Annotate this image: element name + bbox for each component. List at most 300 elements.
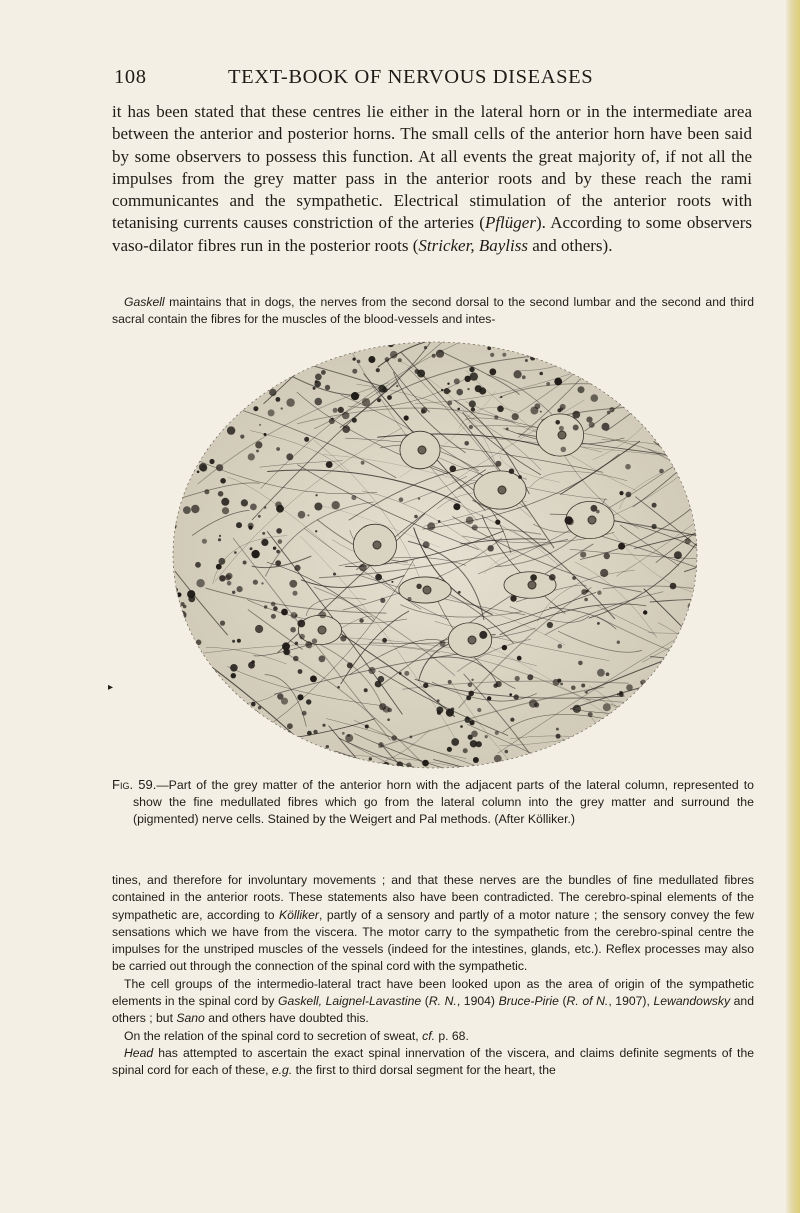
fiber-cross-section xyxy=(436,706,443,713)
fiber-cross-section xyxy=(227,581,232,586)
fiber-cross-section xyxy=(237,639,241,643)
fiber-cross-section xyxy=(432,354,436,358)
fiber-cross-section xyxy=(310,765,314,769)
fiber-cross-section xyxy=(204,373,206,375)
cell-nucleus xyxy=(588,516,596,524)
fiber-cross-section xyxy=(451,738,459,746)
fiber-cross-section xyxy=(416,584,421,589)
fiber-cross-section xyxy=(249,381,256,388)
fiber-cross-section xyxy=(313,387,316,390)
fiber-cross-section xyxy=(353,358,356,361)
fiber-cross-section xyxy=(643,373,651,381)
fiber-cross-section xyxy=(276,528,282,534)
fiber-cross-section xyxy=(535,403,541,409)
fiber-cross-section xyxy=(607,411,611,415)
fiber-cross-section xyxy=(359,564,367,572)
fiber-cross-section xyxy=(253,406,258,411)
fiber-cross-section xyxy=(214,728,220,734)
fiber-cross-section xyxy=(189,741,192,744)
fiber-cross-section xyxy=(322,724,325,727)
fiber-cross-section xyxy=(623,709,631,717)
fiber-cross-section xyxy=(534,702,539,707)
nerve-fiber xyxy=(688,715,700,770)
fiber-cross-section xyxy=(438,520,441,523)
fiber-cross-section xyxy=(464,441,469,446)
fiber-cross-section xyxy=(584,598,588,602)
fiber-cross-section xyxy=(271,602,276,607)
fiber-cross-section xyxy=(174,371,180,377)
fiber-cross-section xyxy=(414,515,418,519)
fiber-cross-section xyxy=(661,382,664,385)
fiber-cross-section xyxy=(248,523,254,529)
fiber-cross-section xyxy=(252,710,259,717)
fiber-cross-section xyxy=(205,374,213,382)
fiber-cross-section xyxy=(490,353,494,357)
fiber-cross-section xyxy=(675,685,683,693)
fiber-cross-section xyxy=(378,385,386,393)
fiber-cross-section xyxy=(326,745,329,748)
fiber-cross-section xyxy=(441,389,443,391)
fiber-cross-section xyxy=(191,505,199,513)
fiber-cross-section xyxy=(505,750,509,754)
fiber-cross-section xyxy=(215,693,222,700)
fiber-cross-section xyxy=(525,359,528,362)
fiber-cross-section xyxy=(690,643,698,651)
fiber-cross-section xyxy=(573,425,579,431)
fiber-cross-section xyxy=(383,706,390,713)
fiber-cross-section xyxy=(600,569,608,577)
fiber-cross-section xyxy=(241,499,248,506)
fiber-cross-section xyxy=(387,718,390,721)
fiber-cross-section xyxy=(422,760,429,767)
fiber-cross-section xyxy=(183,506,191,514)
fiber-cross-section xyxy=(241,747,248,754)
fiber-cross-section xyxy=(312,638,317,643)
fiber-cross-section xyxy=(423,541,430,548)
fiber-cross-section xyxy=(368,356,375,363)
fiber-cross-section xyxy=(643,610,647,614)
fiber-cross-section xyxy=(555,420,560,425)
fiber-cross-section xyxy=(597,669,605,677)
fiber-cross-section xyxy=(326,344,330,348)
fiber-cross-section xyxy=(391,581,393,583)
fiber-cross-section xyxy=(617,641,620,644)
fiber-cross-section xyxy=(688,404,692,408)
fiber-cross-section xyxy=(254,355,256,357)
fiber-cross-section xyxy=(572,576,576,580)
fiber-cross-section xyxy=(597,622,600,625)
fiber-cross-section xyxy=(467,388,469,390)
fiber-cross-section xyxy=(276,397,281,402)
fiber-cross-section xyxy=(485,735,488,738)
fiber-cross-section xyxy=(319,655,326,662)
fiber-cross-section xyxy=(515,676,520,681)
fiber-cross-section xyxy=(325,385,330,390)
fiber-cross-section xyxy=(234,551,237,554)
fiber-cross-section xyxy=(176,363,180,367)
fiber-cross-section xyxy=(589,422,595,428)
fiber-cross-section xyxy=(695,344,700,351)
fiber-cross-section xyxy=(396,385,398,387)
fiber-cross-section xyxy=(609,407,614,412)
fiber-cross-section xyxy=(326,461,333,468)
fiber-cross-section xyxy=(385,357,390,362)
fiber-cross-section xyxy=(454,378,460,384)
fiber-cross-section xyxy=(219,421,226,428)
fiber-cross-section xyxy=(469,367,474,372)
fiber-cross-section xyxy=(333,573,336,576)
fiber-cross-section xyxy=(502,353,506,357)
fiber-cross-section xyxy=(470,372,478,380)
fiber-cross-section xyxy=(352,418,357,423)
fiber-cross-section xyxy=(250,504,257,511)
fiber-cross-section xyxy=(171,680,175,684)
fiber-cross-section xyxy=(275,560,281,566)
nerve-fiber xyxy=(699,659,700,759)
fiber-cross-section xyxy=(688,704,694,710)
fiber-cross-section xyxy=(618,543,625,550)
nerve-fiber xyxy=(640,681,700,770)
nerve-fiber xyxy=(690,647,700,651)
fiber-cross-section xyxy=(351,495,356,500)
fiber-cross-section xyxy=(273,547,276,550)
fiber-cross-section xyxy=(306,356,311,361)
fiber-cross-section xyxy=(170,718,175,723)
fiber-cross-section xyxy=(286,453,293,460)
fiber-cross-section xyxy=(187,755,195,763)
fiber-cross-section xyxy=(261,582,263,584)
fiber-cross-section xyxy=(310,676,317,683)
main-paragraph: it has been stated that these centres lie either in the lateral horn or in the intermediate area between the anterior and posterior horns. The small cells of the anterior horn have been said by some observers to possess this function. At all events the great majority of, if not all the impulses from the grey matter pass in the anterior roots and by these reach the rami communicantes and the sympathetic. Electrical stimulation of the anterior roots with tetanising currents causes constriction of the arteries (Pflüger). According to some observers vaso-dilator fibres run in the posterior roots (Stricker, Bayliss and others). xyxy=(112,102,752,255)
fiber-cross-section xyxy=(571,686,576,691)
cell-nucleus xyxy=(318,626,326,634)
nerve-fiber xyxy=(556,340,700,359)
fiber-cross-section xyxy=(397,761,404,768)
fiber-cross-section xyxy=(251,369,257,375)
fiber-cross-section xyxy=(369,757,372,760)
fiber-cross-section xyxy=(404,671,409,676)
fiber-cross-section xyxy=(390,351,398,359)
fiber-cross-section xyxy=(500,340,505,343)
nerve-fiber xyxy=(646,340,700,380)
fiber-cross-section xyxy=(487,696,491,700)
fiber-cross-section xyxy=(248,453,255,460)
fiber-cross-section xyxy=(588,712,593,717)
fiber-cross-section xyxy=(603,703,611,711)
fiber-cross-section xyxy=(660,372,665,377)
fiber-cross-section xyxy=(495,731,499,735)
fiber-cross-section xyxy=(466,517,474,525)
fiber-cross-section xyxy=(216,464,223,471)
fiber-cross-section xyxy=(175,458,180,463)
fiber-cross-section xyxy=(627,745,629,747)
fiber-cross-section xyxy=(468,683,473,688)
continued-text xyxy=(112,872,754,1080)
fiber-cross-section xyxy=(216,564,222,570)
fiber-cross-section xyxy=(266,764,270,768)
fiber-cross-section xyxy=(457,408,460,411)
fiber-cross-section xyxy=(251,550,259,558)
fiber-cross-section xyxy=(517,656,522,661)
fiber-cross-section xyxy=(276,505,284,513)
fiber-cross-section xyxy=(546,382,550,386)
fiber-cross-section xyxy=(681,666,689,674)
fiber-cross-section xyxy=(674,551,682,559)
fiber-cross-section xyxy=(248,662,255,669)
fiber-cross-section xyxy=(220,621,225,626)
fiber-cross-section xyxy=(477,708,481,712)
fiber-cross-section xyxy=(255,441,262,448)
fiber-cross-section xyxy=(606,672,610,676)
fiber-cross-section xyxy=(380,598,385,603)
fiber-cross-section xyxy=(368,667,375,674)
fiber-cross-section xyxy=(479,631,487,639)
fiber-cross-section xyxy=(440,641,446,647)
fiber-cross-section xyxy=(664,706,672,714)
nerve-fiber xyxy=(241,340,301,369)
fiber-cross-section xyxy=(606,737,611,742)
fiber-cross-section xyxy=(476,741,482,747)
fiber-cross-section xyxy=(638,746,640,748)
fiber-cross-section xyxy=(315,398,323,406)
fiber-cross-section xyxy=(281,407,283,409)
fiber-cross-section xyxy=(502,645,507,650)
fiber-cross-section xyxy=(173,423,181,431)
fiber-cross-section xyxy=(492,341,496,345)
paragraph-sweat: On the relation of the spinal cord to secretion of sweat, cf. p. 68. xyxy=(124,1028,469,1043)
fiber-cross-section xyxy=(362,398,370,406)
fiber-cross-section xyxy=(219,575,225,581)
fiber-cross-section xyxy=(696,386,698,388)
fiber-cross-section xyxy=(226,573,233,580)
page-number: 108 xyxy=(114,66,147,88)
fiber-cross-section xyxy=(333,408,338,413)
fiber-cross-section xyxy=(659,469,664,474)
nerve-fiber xyxy=(602,378,700,391)
fiber-cross-section xyxy=(258,706,261,709)
fiber-cross-section xyxy=(287,723,293,729)
fiber-cross-section xyxy=(649,741,655,747)
fiber-cross-section xyxy=(225,398,228,401)
fiber-cross-section xyxy=(375,574,382,581)
fiber-cross-section xyxy=(447,401,452,406)
fiber-cross-section xyxy=(556,728,559,731)
fiber-cross-section xyxy=(195,562,201,568)
fiber-cross-section xyxy=(626,684,633,691)
fiber-cross-section xyxy=(202,539,207,544)
fiber-cross-section xyxy=(245,729,249,733)
fiber-cross-section xyxy=(488,545,494,551)
nerve-fiber xyxy=(598,340,700,385)
fiber-cross-section xyxy=(230,664,238,672)
fiber-cross-section xyxy=(273,606,278,611)
fiber-cross-section xyxy=(231,673,236,678)
fiber-cross-section xyxy=(188,684,196,692)
cell-nucleus xyxy=(528,581,536,589)
fiber-cross-section xyxy=(559,407,563,411)
fiber-cross-section xyxy=(653,392,656,395)
fiber-cross-section xyxy=(649,721,655,727)
fiber-cross-section xyxy=(218,491,224,497)
fiber-cross-section xyxy=(338,407,344,413)
fiber-cross-section xyxy=(469,425,473,429)
margin-bullet: ▸ xyxy=(108,682,114,693)
fiber-cross-section xyxy=(578,386,585,393)
nerve-fiber xyxy=(660,367,700,439)
fiber-cross-section xyxy=(375,681,382,688)
fiber-cross-section xyxy=(220,478,226,484)
cell-nucleus xyxy=(373,541,381,549)
fiber-cross-section xyxy=(365,725,369,729)
fiber-cross-section xyxy=(399,672,402,675)
fiber-cross-section xyxy=(540,411,542,413)
fiber-cross-section xyxy=(307,514,309,516)
fiber-cross-section xyxy=(236,522,242,528)
fiber-cross-section xyxy=(264,605,267,608)
fiber-cross-section xyxy=(293,656,299,662)
fiber-cross-section xyxy=(468,735,473,740)
fiber-cross-section xyxy=(514,370,522,378)
fiber-cross-section xyxy=(463,748,468,753)
fiber-cross-section xyxy=(586,692,588,694)
fiber-cross-section xyxy=(399,497,404,502)
fiber-cross-section xyxy=(556,734,561,739)
fiber-cross-section xyxy=(690,671,697,678)
fiber-cross-section xyxy=(471,407,475,411)
cell-nucleus xyxy=(498,486,506,494)
fiber-cross-section xyxy=(530,574,537,581)
fiber-cross-section xyxy=(202,383,207,388)
fiber-cross-section xyxy=(251,702,256,707)
nerve-fiber xyxy=(651,751,700,770)
paragraph-cell-groups: The cell groups of the intermedio-lateral tract have been looked upon as the area of origin of the sympathetic elements in the spinal cord by Gaskell, Laignel-Lavastine (R. N., 1904) Bruce-Pirie (R. of N., 1907), Lewandowsky and others ; but Sano and others have doubted this. xyxy=(112,976,754,1026)
running-title: TEXT-BOOK OF NERVOUS DISEASES xyxy=(228,66,594,88)
fiber-cross-section xyxy=(332,501,340,509)
fiber-cross-section xyxy=(378,742,384,748)
fiber-cross-section xyxy=(334,348,341,355)
fiber-cross-section xyxy=(342,732,345,735)
fiber-cross-section xyxy=(421,409,426,414)
fiber-cross-section xyxy=(219,535,221,537)
fiber-cross-section xyxy=(522,375,526,379)
fiber-cross-section xyxy=(236,725,243,732)
fiber-cross-section xyxy=(271,722,273,724)
fiber-cross-section xyxy=(304,437,309,442)
fiber-cross-section xyxy=(688,602,696,610)
fiber-cross-section xyxy=(531,352,536,357)
fiber-cross-section xyxy=(625,464,631,470)
fiber-cross-section xyxy=(565,516,573,524)
fiber-cross-section xyxy=(616,386,623,393)
fiber-cross-section xyxy=(364,688,368,692)
nerve-fiber xyxy=(591,747,671,770)
fiber-cross-section xyxy=(269,389,276,396)
cell-nucleus xyxy=(418,446,426,454)
fiber-cross-section xyxy=(259,424,261,426)
fiber-cross-section xyxy=(646,405,650,409)
fiber-cross-section xyxy=(586,417,592,423)
fiber-cross-section xyxy=(581,684,585,688)
fiber-cross-section xyxy=(174,588,177,591)
fiber-cross-section xyxy=(614,719,618,723)
fiber-cross-section xyxy=(604,553,610,559)
fiber-cross-section xyxy=(660,688,665,693)
fiber-cross-section xyxy=(307,731,312,736)
fiber-cross-section xyxy=(581,589,587,595)
fiber-cross-section xyxy=(314,503,322,511)
fiber-cross-section xyxy=(347,734,350,737)
nerve-fiber xyxy=(562,738,680,770)
fiber-cross-section xyxy=(469,400,476,407)
fiber-cross-section xyxy=(172,712,179,719)
fiber-cross-section xyxy=(319,611,326,618)
fiber-cross-section xyxy=(286,398,294,406)
fiber-cross-section xyxy=(256,450,259,453)
fiber-cross-section xyxy=(352,369,357,374)
fiber-cross-section xyxy=(305,641,312,648)
fiber-cross-section xyxy=(591,505,598,512)
fiber-cross-section xyxy=(509,693,512,696)
fiber-cross-section xyxy=(376,368,380,372)
fiber-cross-section xyxy=(179,611,187,619)
fiber-cross-section xyxy=(559,426,564,431)
fiber-cross-section xyxy=(489,368,496,375)
nerve-fiber xyxy=(692,340,700,419)
fiber-cross-section xyxy=(295,642,298,645)
fiber-cross-section xyxy=(351,392,359,400)
fiber-cross-section xyxy=(260,355,266,361)
fiber-cross-section xyxy=(253,360,258,365)
fiber-cross-section xyxy=(202,443,205,446)
fiber-cross-section xyxy=(554,378,562,386)
fiber-cross-section xyxy=(652,503,657,508)
fiber-cross-section xyxy=(670,583,677,590)
nerve-fiber xyxy=(672,362,700,375)
fiber-cross-section xyxy=(654,407,662,415)
fiber-cross-section xyxy=(586,372,591,377)
fiber-cross-section xyxy=(410,736,413,739)
nerve-fiber xyxy=(646,680,700,689)
fiber-cross-section xyxy=(219,558,226,565)
fiber-cross-section xyxy=(289,580,297,588)
fiber-cross-section xyxy=(479,387,486,394)
fiber-cross-section xyxy=(342,425,350,433)
fiber-cross-section xyxy=(262,532,265,535)
fiber-cross-section xyxy=(450,466,457,473)
fiber-cross-section xyxy=(227,426,235,434)
fiber-cross-section xyxy=(337,686,340,689)
fiber-cross-section xyxy=(650,389,655,394)
fiber-cross-section xyxy=(258,515,261,518)
fiber-cross-section xyxy=(493,684,497,688)
fiber-cross-section xyxy=(619,691,623,695)
fiber-cross-section xyxy=(189,729,196,736)
fiber-cross-section xyxy=(658,403,662,407)
fiber-cross-section xyxy=(578,661,583,666)
fiber-cross-section xyxy=(170,396,173,400)
fiber-cross-section xyxy=(510,595,516,601)
fiber-cross-section xyxy=(539,372,543,376)
fiber-cross-section xyxy=(219,373,227,381)
fiber-cross-section xyxy=(287,735,292,740)
fiber-cross-section xyxy=(619,491,623,495)
fiber-cross-section xyxy=(191,740,196,745)
fiber-cross-section xyxy=(199,355,206,362)
fiber-cross-section xyxy=(284,649,290,655)
fiber-cross-section xyxy=(447,383,449,385)
fiber-cross-section xyxy=(495,520,500,525)
nerve-fiber xyxy=(641,354,700,381)
